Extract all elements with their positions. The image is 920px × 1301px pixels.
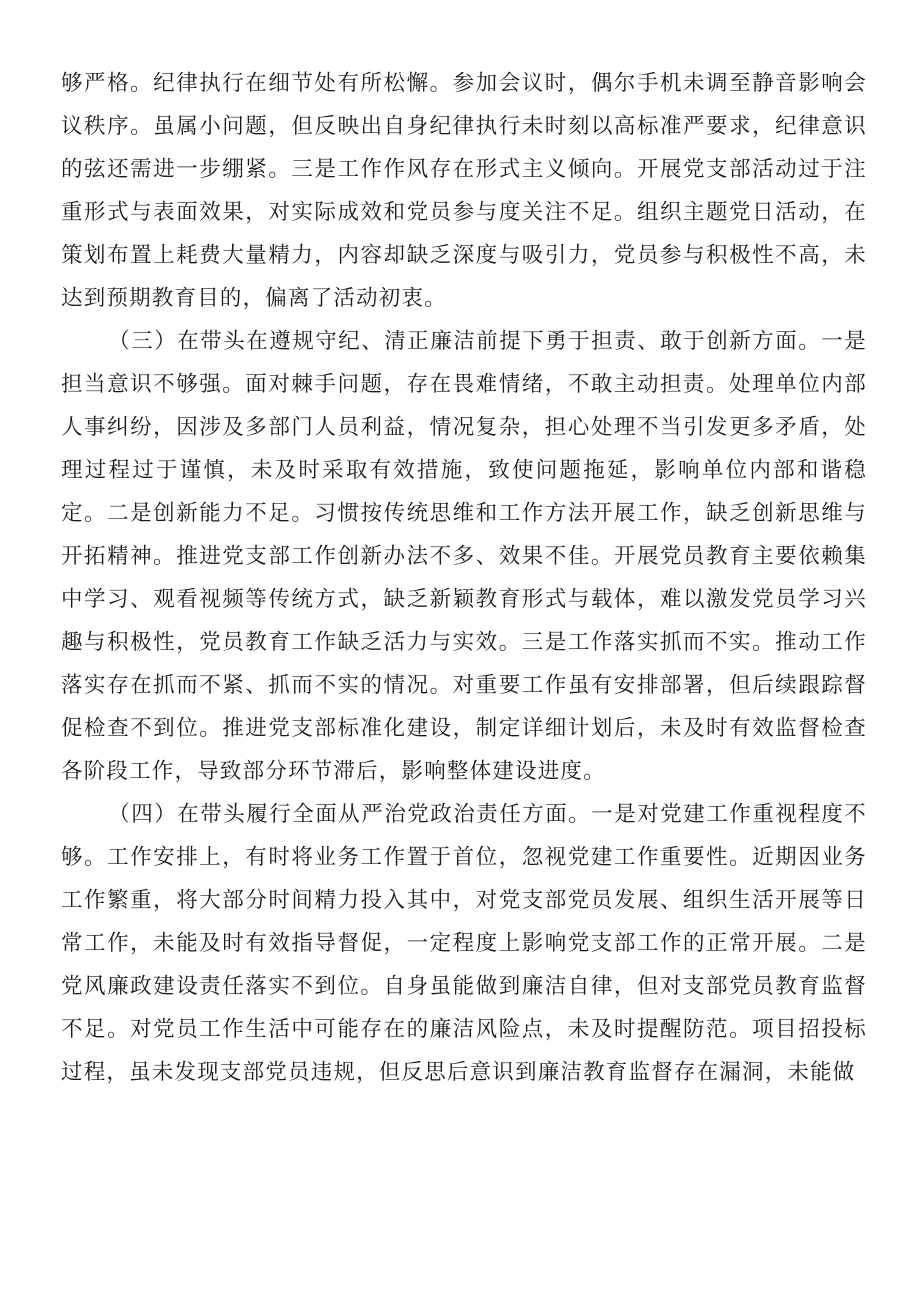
document-page <box>61 62 867 1094</box>
paragraph-section-four: （四）在带头履行全面从严治党政治责任方面。一是对党建工作重视程度不够。工作安排上，有时将业务工作置于首位，忽视党建工作重要性。近期因业务工作繁重，将大部分时间精力投入其中，对党支部党员发展、组织生活开展等日常工作，未能及时有效指导督促，一定程度上影响党支部工作的正常开展。二是党风廉政建设责任落实不到位。自身虽能做到廉洁自律，但对支部党员教育监督不足。对党员工作生活中可能存在的廉洁风险点，未及时提醒防范。项目招投标过程，虽未发现支部党员违规，但反思后意识到廉洁教育监督存在漏洞，未能做 <box>61 802 867 1085</box>
paragraph-continuation: 够严格。纪律执行在细节处有所松懈。参加会议时，偶尔手机未调至静音影响会议秩序。虽属小问题，但反映出自身纪律执行未时刻以高标准严要求，纪律意识的弦还需进一步绷紧。三是工作作风存在形式主义倾向。开展党支部活动过于注重形式与表面效果，对实际成效和党员参与度关注不足。组织主题党日活动，在策划布置上耗费大量精力，内容却缺乏深度与吸引力，党员参与积极性不高，未达到预期教育目的，偏离了活动初衷。 <box>61 71 867 311</box>
paragraph-section-three: （三）在带头在遵规守纪、清正廉洁前提下勇于担责、敢于创新方面。一是担当意识不够强。面对棘手问题，存在畏难情绪，不敢主动担责。处理单位内部人事纠纷，因涉及多部门人员利益，情况复杂，担心处理不当引发更多矛盾，处理过程过于谨慎，未及时采取有效措施，致使问题拖延，影响单位内部和谐稳定。二是创新能力不足。习惯按传统思维和工作方法开展工作，缺乏创新思维与开拓精神。推进党支部工作创新办法不多、效果不佳。开展党员教育主要依赖集中学习、观看视频等传统方式，缺乏新颖教育形式与载体，难以激发党员学习兴趣与积极性，党员教育工作缺乏活力与实效。三是工作落实抓而不实。推动工作落实存在抓而不紧、抓而不实的情况。对重要工作虽有安排部署，但后续跟踪督促检查不到位。推进党支部标准化建设，制定详细计划后，未及时有效监督检查各阶段工作，导致部分环节滞后，影响整体建设进度。 <box>61 329 867 784</box>
